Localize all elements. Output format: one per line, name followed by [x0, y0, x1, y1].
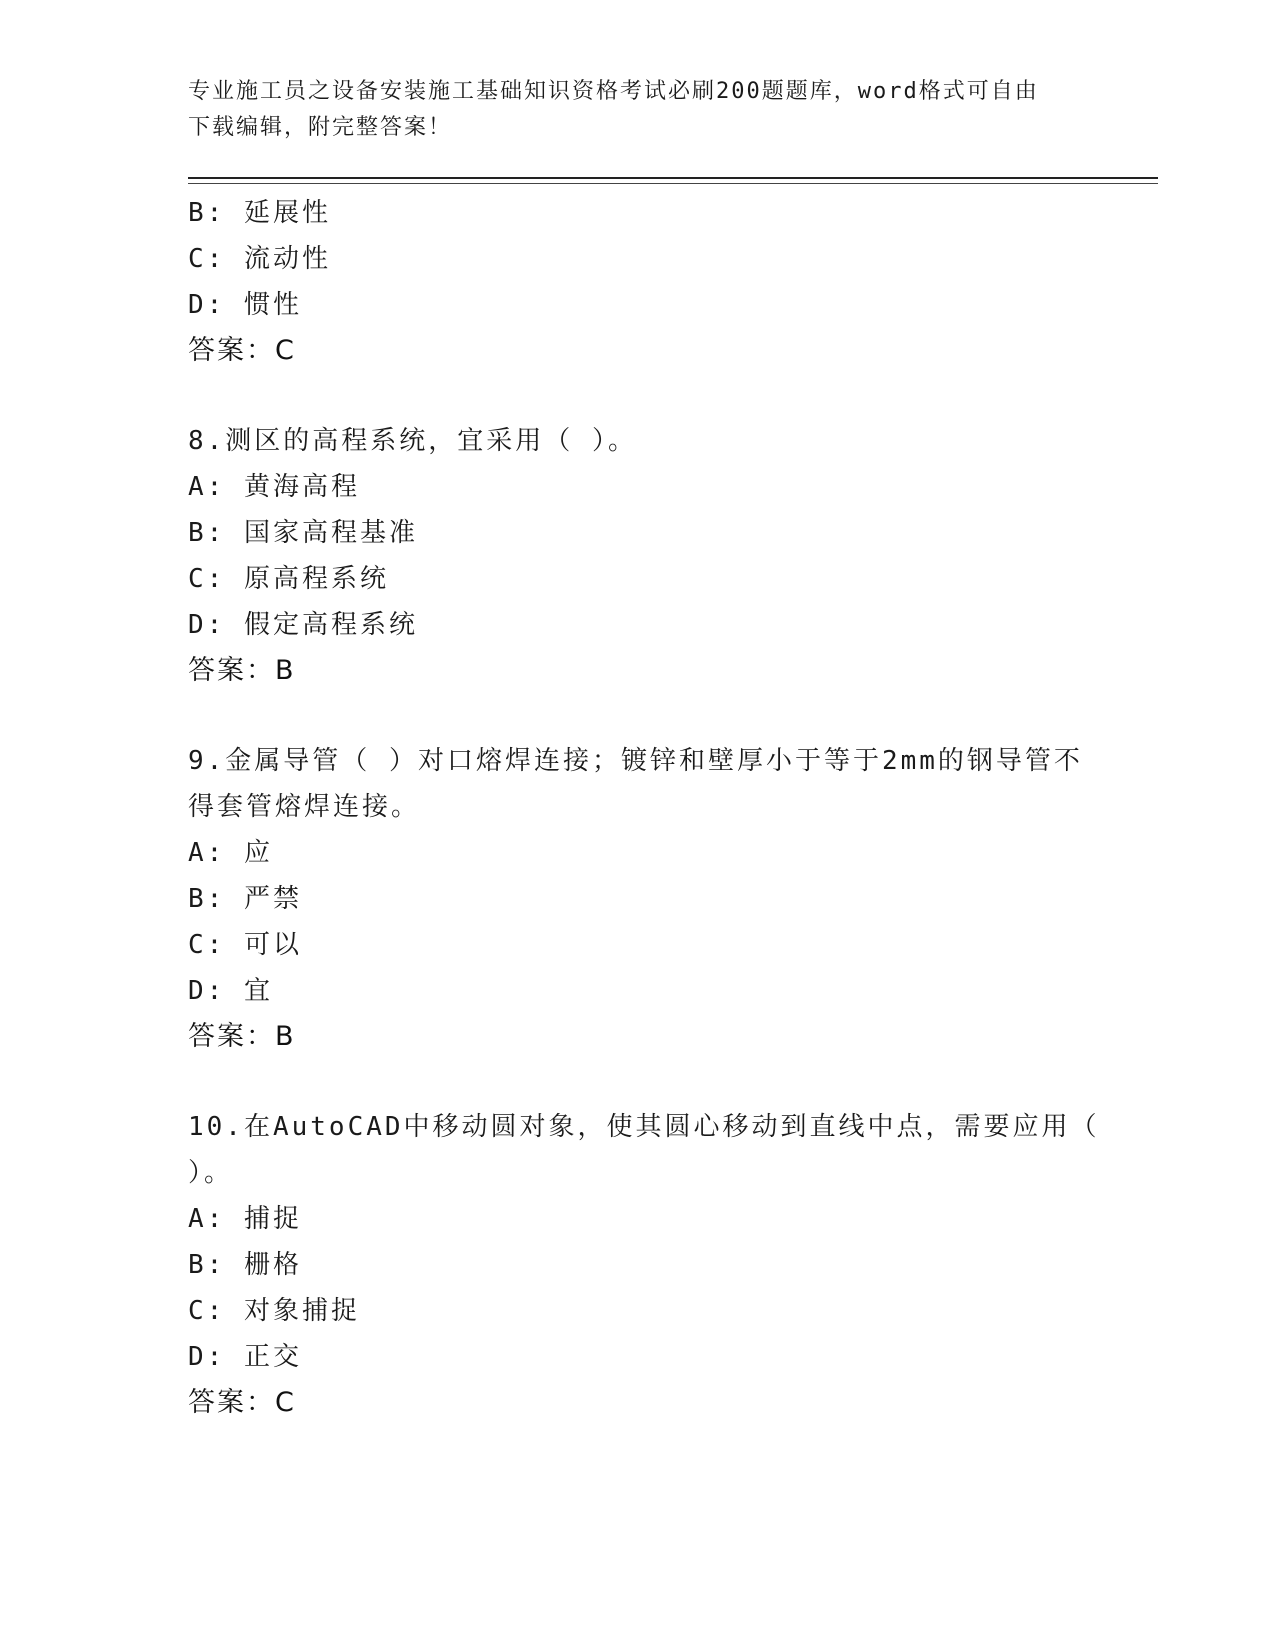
- spacer: [188, 1060, 1088, 1104]
- option-b: B: 栅格: [188, 1250, 302, 1280]
- question-stem-line-2: ）。: [188, 1158, 234, 1188]
- option-d: D: 惯性: [188, 290, 302, 320]
- question-stem-line-1: 9.金属导管（ ）对口熔焊连接；镀锌和壁厚小于等于2mm的钢导管不: [188, 746, 1083, 776]
- question-10: [188, 1104, 1100, 1426]
- question-8: [188, 418, 1088, 694]
- spacer: [188, 694, 1088, 738]
- answer-line: 答案：B: [188, 1021, 296, 1052]
- question-9: [188, 738, 1088, 1060]
- option-a: A: 捕捉: [188, 1204, 302, 1234]
- header-line-2: 下载编辑，附完整答案！: [188, 115, 453, 140]
- option-c: C: 可以: [188, 930, 302, 960]
- option-b: B: 严禁: [188, 884, 302, 914]
- option-b: B: 延展性: [188, 198, 331, 228]
- question-stem-line-1: 10.在AutoCAD中移动圆对象，使其圆心移动到直线中点，需要应用（: [188, 1112, 1100, 1142]
- question-7-tail: [188, 190, 1088, 374]
- option-a: A: 应: [188, 838, 273, 868]
- option-d: D: 假定高程系统: [188, 610, 418, 640]
- document-header: [188, 74, 1068, 146]
- option-b: B: 国家高程基准: [188, 518, 418, 548]
- question-stem: 8.测区的高程系统，宜采用（ ）。: [188, 426, 637, 456]
- option-c: C: 原高程系统: [188, 564, 389, 594]
- spacer: [188, 374, 1088, 418]
- option-a: A: 黄海高程: [188, 472, 360, 502]
- option-c: C: 流动性: [188, 244, 331, 274]
- answer-line: 答案：C: [188, 1387, 296, 1418]
- header-rule-thin: [188, 183, 1158, 184]
- answer-line: 答案：B: [188, 655, 296, 686]
- option-d: D: 正交: [188, 1342, 302, 1372]
- question-stem-line-2: 得套管熔焊连接。: [188, 792, 421, 822]
- header-line-1: 专业施工员之设备安装施工基础知识资格考试必刷200题题库，word格式可自由: [188, 79, 1039, 104]
- question-list: [188, 190, 1100, 1426]
- option-c: C: 对象捕捉: [188, 1296, 360, 1326]
- option-d: D: 宜: [188, 976, 273, 1006]
- header-rule-thick: [188, 177, 1158, 179]
- answer-line: 答案：C: [188, 335, 296, 366]
